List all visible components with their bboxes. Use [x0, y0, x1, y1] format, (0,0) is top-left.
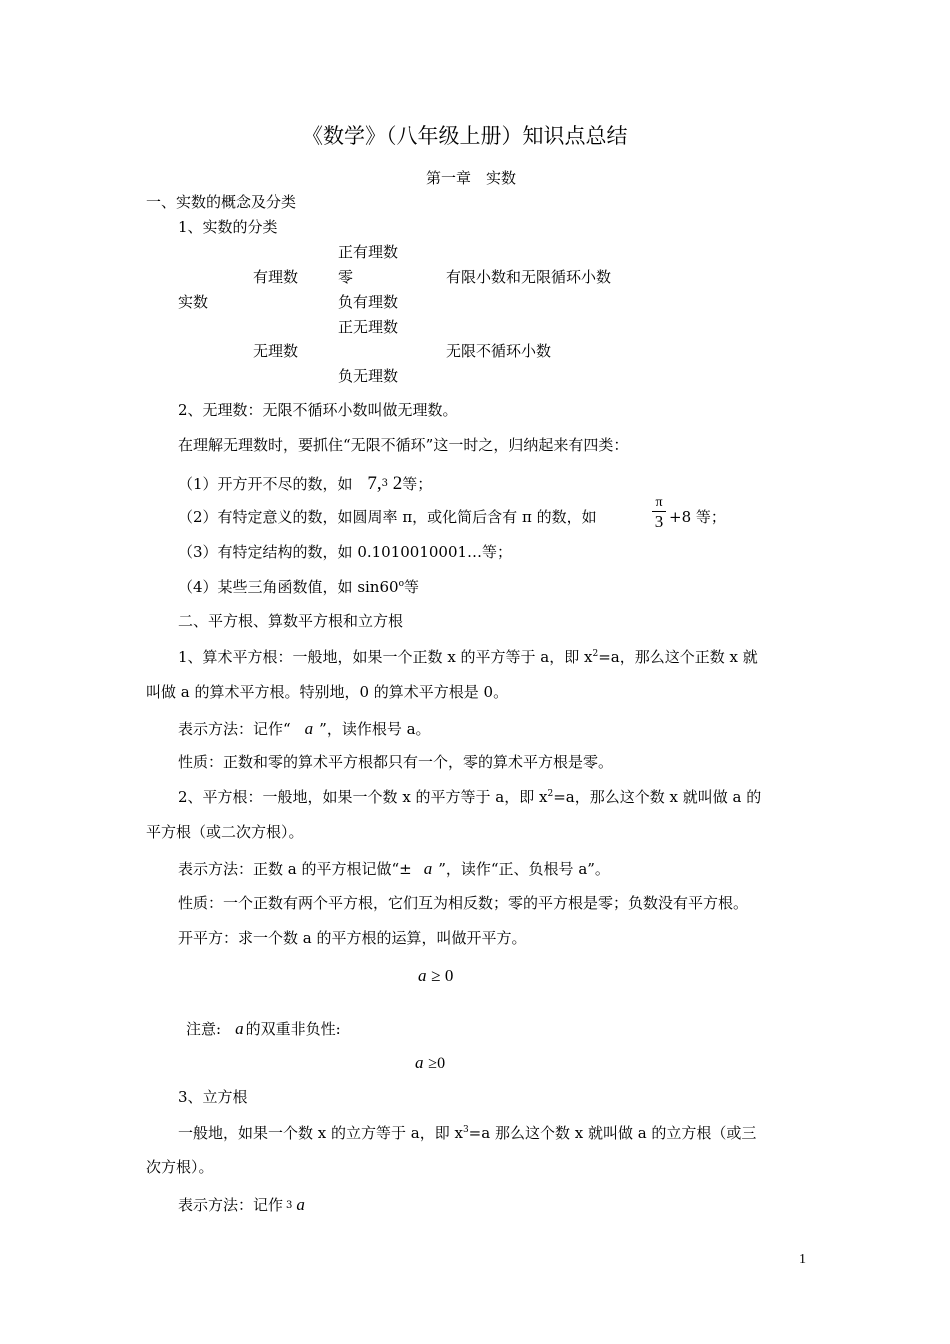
paragraph-arithmetic-root-2: 叫做 a 的算术平方根。特别地，0 的算术平方根是 0。 [146, 683, 509, 701]
list-item-2: （2）有特定意义的数，如圆周率 π，或化简后含有 π 的数，如 [178, 508, 597, 526]
tree-positive-rational: 正有理数 [338, 243, 399, 261]
paragraph-notation-2: 表示方法：正数 a 的平方根记做“± a ”，读作“正、负根号 a”。 [178, 859, 610, 878]
paragraph-cube-root-2: 次方根）。 [146, 1158, 214, 1176]
section-heading-1: 一、实数的概念及分类 [146, 193, 297, 211]
paragraph-square-root-2: 平方根（或二次方根）。 [146, 823, 304, 841]
tree-negative-rational: 负有理数 [338, 293, 399, 311]
paragraph-extract-root: 开平方：求一个数 a 的平方根的运算，叫做开平方。 [178, 929, 527, 947]
paragraph-notation-3: 表示方法：记作 3 a [178, 1195, 305, 1214]
tree-irrational: 无理数 [253, 342, 299, 360]
list-item-4: （4）某些三角函数值，如 sin60$^o$等 [178, 578, 419, 596]
formula-nonnegative-2: a ≥0 [415, 1053, 446, 1072]
fraction-pi-over-3: π 3 [652, 496, 666, 530]
paragraph-arithmetic-root-1: 1、算术平方根：一般地，如果一个正数 x 的平方等于 a，即 $x^2=a$，那么这个正数 x 就 [178, 648, 758, 666]
subsection-heading-1: 1、实数的分类 [178, 218, 278, 236]
tree-negative-irrational: 负无理数 [338, 367, 399, 385]
paragraph-cube-root-1: 一般地，如果一个数 x 的立方等于 a，即 $x^3=a$ 那么这个数 x 就叫做 a 的立方根（或三 [178, 1124, 757, 1142]
list-item-3: （3）有特定结构的数，如 0.1010010001…等； [178, 543, 513, 561]
tree-zero: 零 [338, 268, 354, 286]
list-item-2-suffix: +8 等； [669, 508, 726, 526]
document-title: 《数学》（八年级上册）知识点总结 [302, 124, 628, 148]
chapter-heading: 第一章 实数 [426, 169, 517, 187]
subsection-heading-2: 2、无理数：无限不循环小数叫做无理数。 [178, 401, 458, 419]
paragraph-square-root-1: 2、平方根：一般地，如果一个数 x 的平方等于 a，即 $x^2=a$，那么这个数 x 就叫做 a 的 [178, 788, 762, 806]
paragraph-note: 注意: a 的双重非负性: [186, 1019, 341, 1038]
tree-rational: 有理数 [253, 268, 299, 286]
formula-nonnegative-1: a ≥ 0 [418, 966, 454, 985]
list-item-1: （1）开方开不尽的数，如 7,$^3$ 2等； [178, 473, 433, 494]
paragraph-understand: 在理解无理数时，要抓住“无限不循环”这一时之，归纳起来有四类： [178, 436, 629, 454]
paragraph-property-1: 性质：正数和零的算术平方根都只有一个，零的算术平方根是零。 [178, 753, 614, 771]
tree-rational-note: 有限小数和无限循环小数 [446, 268, 612, 286]
tree-positive-irrational: 正无理数 [338, 318, 399, 336]
paragraph-notation-1: 表示方法：记作“ a ”，读作根号 a。 [178, 719, 431, 738]
subsection-heading-3: 3、立方根 [178, 1088, 248, 1106]
tree-irrational-note: 无限不循环小数 [446, 342, 552, 360]
page-number: 1 [799, 1252, 806, 1267]
tree-root-real: 实数 [178, 293, 209, 311]
paragraph-property-2: 性质：一个正数有两个平方根，它们互为相反数；零的平方根是零；负数没有平方根。 [178, 894, 749, 912]
section-heading-2: 二、平方根、算数平方根和立方根 [178, 612, 404, 630]
